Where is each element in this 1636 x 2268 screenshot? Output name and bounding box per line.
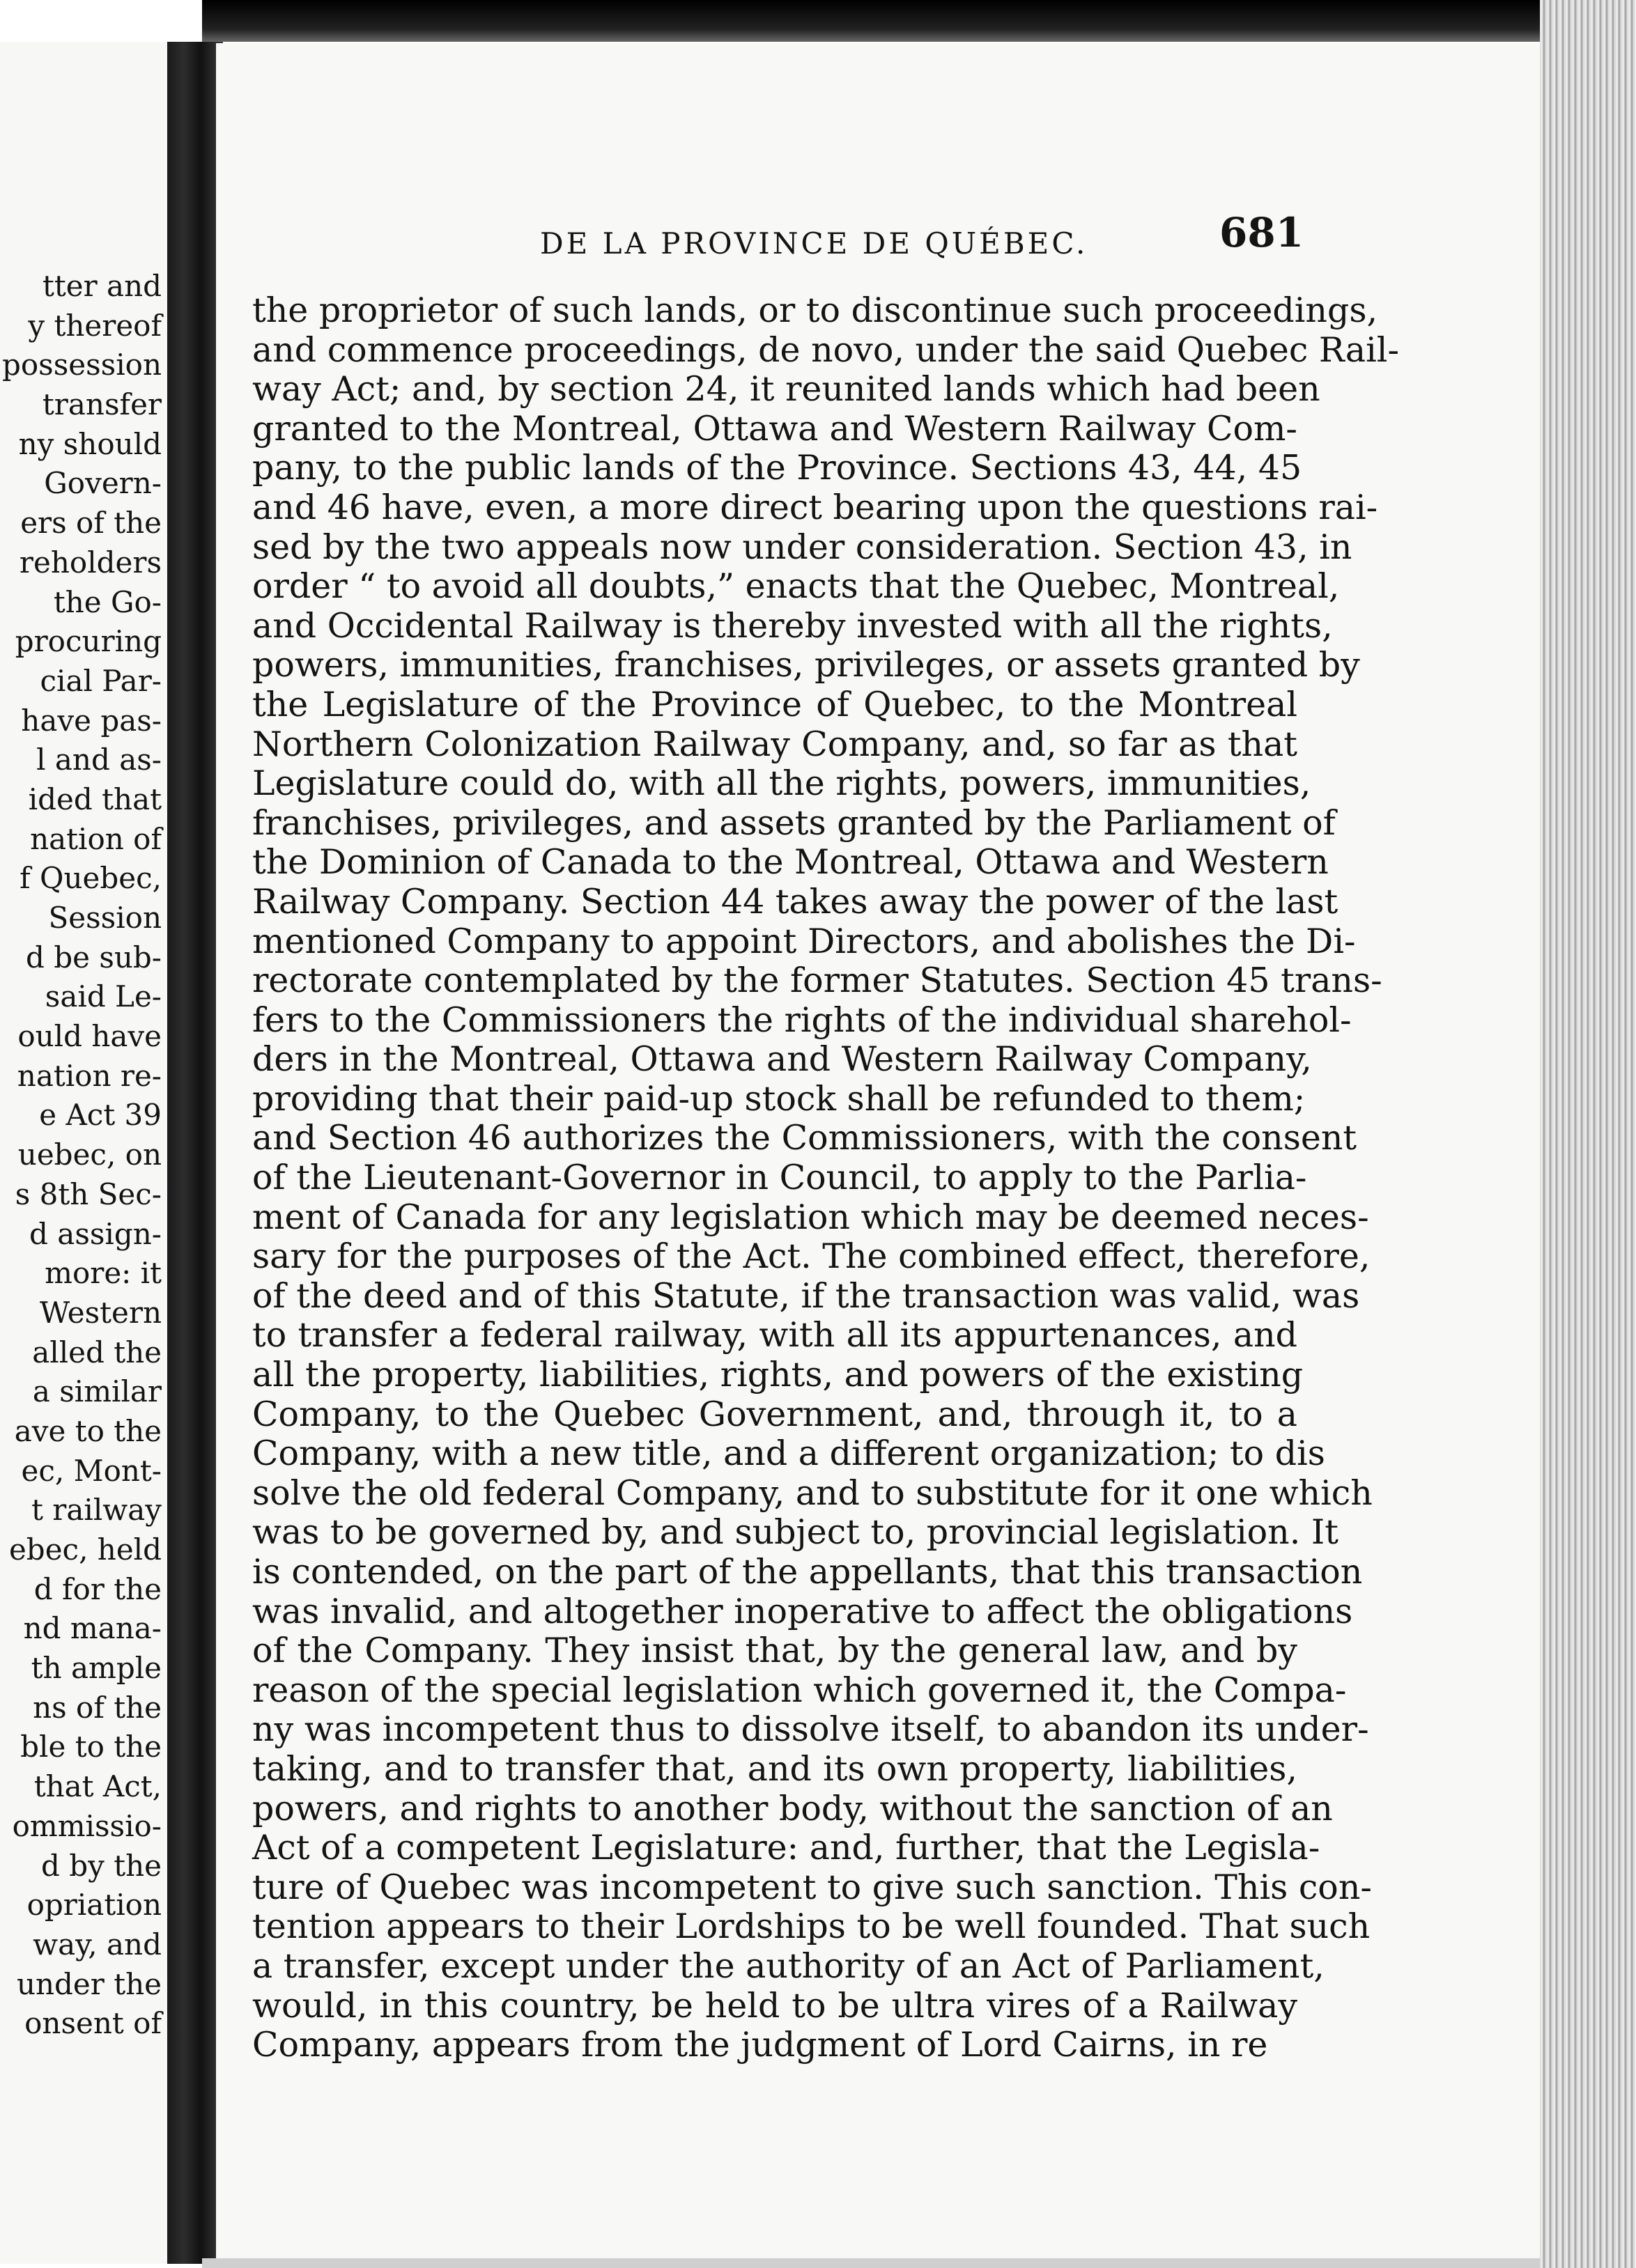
text-line: and Section 46 authorizes the Commissioners, with the consent — [252, 1118, 1357, 1158]
facing-page-line: nation of — [30, 821, 162, 856]
text-line: ture of Quebec was incompetent to give such sanction. This con- — [252, 1867, 1372, 1907]
text-line: Railway Company. Section 44 takes away the power of the last — [252, 881, 1338, 922]
text-line: to transfer a federal railway, with all its appurtenances, and — [252, 1315, 1297, 1356]
facing-page-text — [0, 267, 162, 2044]
text-line: the proprietor of such lands, or to discontinue such proceedings, — [252, 290, 1378, 330]
facing-page-line: reholders — [19, 545, 162, 580]
facing-page-line: more: it — [45, 1256, 162, 1291]
text-line: a transfer, except under the authority of an Act of Parliament, — [252, 1945, 1325, 1986]
facing-page-line: possession — [1, 348, 162, 382]
facing-page-line: uebec, on — [17, 1137, 162, 1172]
text-line: way Act; and, by section 24, it reunited lands which had been — [252, 369, 1320, 410]
page-edges — [1540, 0, 1636, 2268]
facing-page-line: l and as- — [36, 743, 162, 777]
page-bottom-edge — [202, 2258, 1540, 2268]
facing-page-line: Western — [39, 1295, 162, 1330]
text-line: powers, and rights to another body, without the sanction of an — [252, 1788, 1333, 1828]
facing-page-line: nd mana- — [23, 1611, 162, 1646]
facing-page-line: ble to the — [20, 1730, 162, 1764]
facing-page-line: nation re- — [17, 1058, 162, 1093]
facing-page-line: d by the — [41, 1848, 162, 1883]
facing-page-line: ns of the — [33, 1690, 162, 1725]
facing-page-line: th ample — [31, 1651, 162, 1686]
text-line: pany, to the public lands of the Province. Sections 43, 44, 45 — [252, 448, 1302, 488]
text-line: Company, appears from the judgment of Lord Cairns, in re — [252, 2025, 1268, 2065]
text-line: and commence proceedings, de novo, under the said Quebec Rail- — [252, 329, 1399, 370]
text-line: Company, to the Quebec Government, and, through it, to a — [252, 1394, 1297, 1434]
text-line: of the Company. They insist that, by the general law, and by — [252, 1631, 1297, 1671]
text-line: providing that their paid-up stock shall be refunded to them; — [252, 1078, 1306, 1119]
text-line: order “ to avoid all doubts,” enacts that the Quebec, Montreal, — [252, 566, 1340, 607]
facing-page-line: ould have — [17, 1019, 162, 1054]
text-line: ment of Canada for any legislation which may be deemed neces- — [252, 1197, 1369, 1237]
facing-page-line: opriation — [26, 1888, 162, 1923]
facing-page-line: way, and — [33, 1927, 162, 1962]
text-line: of the deed and of this Statute, if the transaction was valid, was — [252, 1275, 1360, 1316]
page-number: 681 — [1219, 209, 1304, 256]
text-line: is contended, on the part of the appellants, that this transaction — [252, 1552, 1363, 1592]
book-gutter — [167, 42, 223, 2264]
running-head: DE LA PROVINCE DE QUÉBEC. — [540, 226, 1088, 261]
text-line: Legislature could do, with all the rights, powers, immunities, — [252, 763, 1311, 804]
facing-page-line: ers of the — [20, 506, 162, 541]
text-line: Company, with a new title, and a different organization; to dis — [252, 1434, 1325, 1474]
text-line: solve the old federal Company, and to substitute for it one which — [252, 1473, 1373, 1513]
facing-page-line: ided that — [28, 782, 162, 816]
facing-page-line: transfer — [42, 387, 162, 422]
text-line: fers to the Commissioners the rights of the individual sharehol- — [252, 1000, 1352, 1040]
facing-page-line: ec, Mont- — [21, 1453, 162, 1488]
facing-page-line: a similar — [32, 1374, 162, 1409]
facing-page-line: y thereof — [28, 308, 162, 343]
facing-page-line: e Act 39 — [39, 1098, 162, 1133]
text-line: sary for the purposes of the Act. The combined effect, therefore, — [252, 1236, 1371, 1277]
facing-page-line: tter and — [42, 269, 162, 303]
facing-page-line: Govern- — [44, 466, 162, 501]
facing-page-line: d assign- — [29, 1216, 162, 1251]
facing-page-line: ny should — [18, 426, 162, 461]
text-line: was to be governed by, and subject to, provincial legislation. It — [252, 1512, 1338, 1553]
text-line: Northern Colonization Railway Company, and, so far as that — [252, 724, 1297, 764]
text-line: powers, immunities, franchises, privileges, or assets granted by — [252, 645, 1360, 685]
text-line: Act of a competent Legislature: and, further, that the Legisla- — [252, 1828, 1320, 1868]
text-line: sed by the two appeals now under consideration. Section 43, in — [252, 527, 1352, 567]
text-line: tention appears to their Lordships to be well founded. That such — [252, 1906, 1371, 1947]
facing-page-line: alled the — [32, 1335, 162, 1369]
scan-top-shadow — [202, 0, 1636, 42]
facing-page-line: ommissio- — [12, 1808, 162, 1843]
facing-page-line: f Quebec, — [20, 861, 162, 896]
text-line: would, in this country, be held to be ultra vires of a Railway — [252, 1985, 1297, 2026]
text-line: and Occidental Railway is thereby invested with all the rights, — [252, 605, 1333, 646]
text-line: and 46 have, even, a more direct bearing upon the questions rai- — [252, 487, 1378, 527]
facing-page-line: Session — [48, 901, 162, 935]
facing-page-line: have pas- — [21, 703, 162, 738]
facing-page-line: s 8th Sec- — [15, 1176, 162, 1211]
text-line: ny was incompetent thus to dissolve itself, to abandon its under- — [252, 1709, 1369, 1750]
text-line: franchises, privileges, and assets granted by the Parliament of — [252, 802, 1336, 843]
facing-page-line: cial Par- — [40, 663, 162, 698]
facing-page-line: ave to the — [14, 1413, 162, 1448]
facing-page-line: t railway — [31, 1493, 162, 1528]
facing-page-line: d for the — [33, 1571, 162, 1606]
facing-page-line: procuring — [15, 624, 162, 659]
facing-page-line: under the — [16, 1966, 162, 2001]
text-line: the Legislature of the Province of Quebec, to the Montreal — [252, 684, 1297, 724]
facing-page-line: said Le- — [45, 979, 162, 1014]
text-line: taking, and to transfer that, and its own property, liabilities, — [252, 1748, 1297, 1789]
text-line: reason of the special legislation which governed it, the Compa- — [252, 1670, 1347, 1710]
body-text — [252, 290, 1399, 2065]
text-line: granted to the Montreal, Ottawa and Western Railway Com- — [252, 408, 1297, 449]
text-line: ders in the Montreal, Ottawa and Western Railway Company, — [252, 1039, 1312, 1080]
text-line: rectorate contemplated by the former Statutes. Section 45 trans- — [252, 961, 1382, 1001]
text-line: of the Lieutenant-Governor in Council, to apply to the Parlia- — [252, 1158, 1307, 1198]
facing-page-line: onsent of — [24, 2006, 162, 2041]
facing-page — [0, 42, 183, 2264]
text-line: was invalid, and altogether inoperative to affect the obligations — [252, 1591, 1353, 1631]
text-line: all the property, liabilities, rights, and powers of the existing — [252, 1355, 1304, 1395]
facing-page-line: d be sub- — [25, 940, 162, 974]
facing-page-line: ebec, held — [8, 1532, 162, 1567]
facing-page-line: the Go- — [53, 584, 162, 619]
text-line: the Dominion of Canada to the Montreal, Ottawa and Western — [252, 842, 1329, 883]
text-line: mentioned Company to appoint Directors, and abolishes the Di- — [252, 921, 1356, 961]
facing-page-line: that Act, — [33, 1769, 162, 1804]
